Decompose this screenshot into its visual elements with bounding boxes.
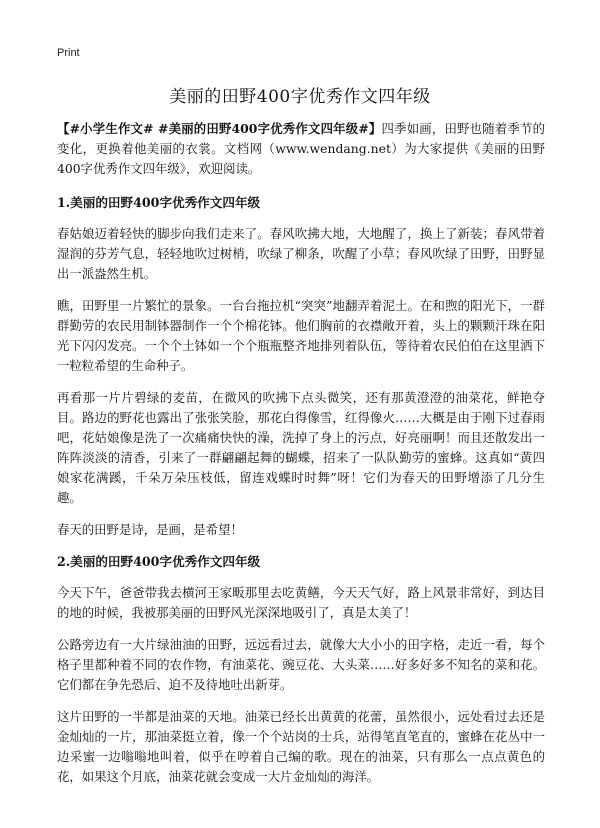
paragraph: 这片田野的一半都是油菜的天地。油菜已经长出黄黄的花蕾，虽然很小，远处看过去还是金灿灿的一片，那油菜挺立着，像一个个站岗的士兵，站得笔直笔直的，蜜蜂在花丛中一边采蜜一边嗡嗡地叫着，似乎在哼着自己编的歌。现在的油菜，只有那么一点点黄色的花，如果这个月底，油菜花就会变成一大片金灿灿的海洋。 [57,709,545,784]
section-1 [57,193,545,540]
paragraph: 今天下午，爸爸带我去横河王家畈那里去吃黄鳝，今天天气好，路上风景非常好，到达目的地的时候，我被那美丽的田野风光深深地吸引了，真是太美了！ [57,585,545,620]
document-title: 美丽的田野400字优秀作文四年级 [169,87,431,107]
paragraph: 春天的田野是诗，是画，是希望！ [57,522,243,537]
section-2 [57,552,545,787]
print-label: Print [57,47,80,59]
intro-paragraph [57,119,545,179]
section-heading: 1.美丽的田野400字优秀作文四年级 [57,195,261,210]
paragraph: 再看那一片片碧绿的麦苗，在微风的吹拂下点头微笑，还有那黄澄澄的油菜花，鲜艳夺目。路边的野花也露出了张张笑脸，那花白得像雪，红得像火……大概是由于刚下过春雨吧，花姑娘像是洗了一次痛痛快快的澡，洗掉了身上的污点，好亮丽啊！而且还散发出一阵阵淡淡的清香，引来了一群翩翩起舞的蝴蝶，招来了一队队勤劳的蜜蜂。这真如“黄四娘家花满蹊，千朵万朵压枝低，留连戏蝶时时舞”呀！它们为春天的田野增添了几分生趣。 [57,390,545,505]
intro-tags: 【#小学生作文# #美丽的田野400字优秀作文四年级#】 [57,121,382,136]
paragraph: 瞧，田野里一片繁忙的景象。一台台拖拉机“突突”地翻弄着泥土。在和煦的阳光下，一群群勤劳的农民用制钵器制作一个个棉花钵。他们胸前的衣襟敞开着，头上的颗颗汗珠在阳光下闪闪发亮。一个个土钵如一个个瓶瓶整齐地排列着队伍，等待着农民伯伯在这里洒下一粒粒希望的生命种子。 [57,298,545,373]
paragraph: 公路旁边有一大片绿油油的田野，远远看过去，就像大大小小的田字格，走近一看，每个格子里都种着不同的农作物，有油菜花、豌豆花、大头菜……好多好多不知名的菜和花。它们都在争先恐后、迫不及待地吐出新芽。 [57,637,545,692]
section-heading: 2.美丽的田野400字优秀作文四年级 [57,554,261,569]
document-body [57,119,545,799]
paragraph: 春姑娘迈着轻快的脚步向我们走来了。春风吹拂大地，大地醒了，换上了新装；春风带着湿润的芬芳气息，轻轻地吹过树梢，吹绿了柳条，吹醒了小草；春风吹绿了田野，田野显出一派盎然生机。 [57,226,545,281]
intro-text: 四季如画，田野也随着季节的变化，更换着他美丽的衣裳。文档网（www.wendang.net）为大家提供《美丽的田野400字优秀作文四年级》，欢迎阅读。 [57,121,545,176]
